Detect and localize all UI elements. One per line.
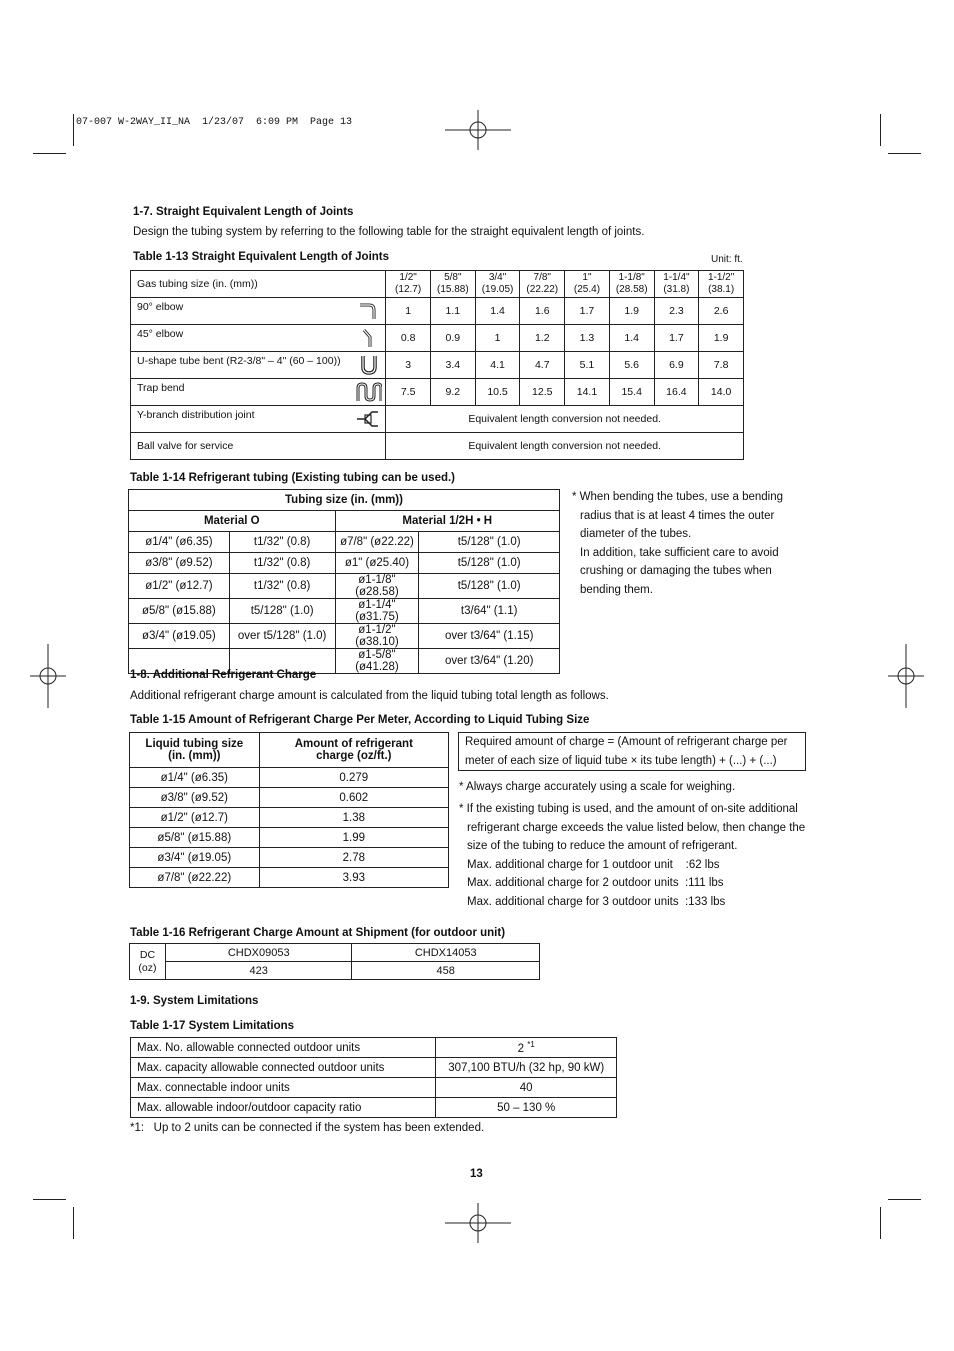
size-header: 1-1/8" (28.58) (609, 271, 654, 298)
table-row: 90° elbow 1 1.1 1.4 1.6 1.7 1.9 2.3 2.6 (131, 298, 744, 325)
size-header: 5/8" (15.88) (430, 271, 475, 298)
registration-target-icon (445, 110, 511, 150)
registration-target-icon (30, 644, 66, 708)
table-equivalent-length (130, 270, 744, 460)
size-header: 3/4" (19.05) (475, 271, 520, 298)
table-row: 45° elbow 0.8 0.9 1 1.2 1.3 1.4 1.7 1.9 (131, 325, 744, 352)
u-bend-icon (356, 355, 382, 375)
table-row: Ball valve for service Equivalent length conversion not needed. (131, 433, 744, 460)
table-charge-per-meter: Liquid tubing size (in. (mm)) Amount of refrigerant charge (oz/ft.) ø1/4" (ø6.35) 0.279 ø3/8" (ø9.52) 0.602 ø1/2" (ø12.7) 1.38 ø5/8" (ø15.88) 1.99 ø3/4" (ø19.05) 2.78 ø7/8" (ø22.22) 3.93 (129, 732, 449, 888)
table-row: ø3/4" (ø19.05) over t5/128" (1.0) ø1-1/2" (ø38.10) over t3/64" (1.15) (129, 624, 560, 649)
table-caption: Table 1-16 Refrigerant Charge Amount at Shipment (for outdoor unit) (130, 927, 506, 939)
table-row: ø1/2" (ø12.7) 1.38 (130, 808, 449, 828)
y-branch-icon (356, 409, 382, 429)
dc-label: DC (oz) (130, 944, 166, 980)
table-row: Y-branch distribution joint Equivalent length conversion not needed. (131, 406, 744, 433)
table-row: Max. No. allowable connected outdoor units 2 $^{*1}$ (131, 1038, 617, 1058)
table-row: ø5/8" (ø15.88) 1.99 (130, 828, 449, 848)
table-charge-at-shipment: DC (oz) CHDX09053 CHDX14053 423 458 (129, 943, 540, 980)
table-row: ø7/8" (ø22.22) 3.93 (130, 868, 449, 888)
table-row: ø1/4" (ø6.35) 0.279 (130, 768, 449, 788)
registration-target-icon (888, 644, 924, 708)
corner-cell: Gas tubing size (in. (mm)) (131, 271, 386, 298)
trap-bend-icon (356, 382, 382, 402)
table-row: ø1/4" (ø6.35) t1/32" (0.8) ø7/8" (ø22.22) t5/128" (1.0) (129, 532, 560, 553)
registration-target-icon (445, 1203, 511, 1243)
bending-note: * When bending the tubes, use a bending radius that is at least 4 times the outer diameter of the tubes. In addition, take sufficient care to avoid crushing or damaging the tubes when bending them. (572, 491, 783, 596)
table-refrigerant-tubing: Tubing size (in. (mm)) Material O Material 1/2H • H ø1/4" (ø6.35) t1/32" (0.8) ø7/8" (ø22.22) t5/128" (1.0) ø3/8" (ø9.52) t1/32" (0.8) ø1" (ø25.40) t5/128" (1.0) ø1/2" (ø12.7) t1/32" (0.8) ø1-1/8" (ø28.58) t5/128" (1.0) ø5/8" (ø15.88) t5/128" (1.0) ø1-1/4" (ø31.75) t3/64" (1.1) ø3/4" (ø19.05) over t5/128" (1.0) ø1-1/2" (ø38.10) over t3/64" (1.15) ø1-5/8" (ø41.28) over t3/64" (1.20) (128, 489, 560, 674)
table-row: ø3/8" (ø9.52) t1/32" (0.8) ø1" (ø25.40) t5/128" (1.0) (129, 553, 560, 574)
existing-tubing-note: * If the existing tubing is used, and the amount of on-site additional refrigerant charge exceeds the value listed below, then change the size of the tubing to reduce the amount of refrigerant. Max. additional charge for 1 outdoor unit :62 lbs Max. additional charge for 2 outdoor units :111 lbs Max. additional charge for 3 outdoor units :133 lbs (459, 803, 806, 908)
table-row: ø3/4" (ø19.05) 2.78 (130, 848, 449, 868)
table-row: Max. connectable indoor units 40 (131, 1078, 617, 1098)
unit-label: Unit: ft. (711, 254, 743, 265)
table-row: 423 458 (130, 962, 540, 980)
size-header: 1-1/4" (31.8) (654, 271, 699, 298)
table-caption: Table 1-13 Straight Equivalent Length of Joints (133, 251, 390, 263)
section-heading: 1-7. Straight Equivalent Length of Joints (133, 206, 354, 218)
elbow-45-icon (356, 328, 382, 348)
charge-note: * Always charge accurately using a scale for weighing. (459, 781, 736, 793)
table-row: Trap bend 7.5 9.2 10.5 12.5 14.1 15.4 16.4 14.0 (131, 379, 744, 406)
table-caption: Table 1-15 Amount of Refrigerant Charge Per Meter, According to Liquid Tubing Size (130, 714, 590, 726)
page-number: 13 (470, 1168, 483, 1180)
table-caption: Table 1-14 Refrigerant tubing (Existing tubing can be used.) (130, 472, 456, 484)
table-row: ø3/8" (ø9.52) 0.602 (130, 788, 449, 808)
formula-box: Required amount of charge = (Amount of refrigerant charge per meter of each size of liquid tube × its tube length) + (...) + (...) (458, 732, 806, 771)
table-row: ø1-5/8" (ø41.28) over t3/64" (1.20) (129, 649, 560, 674)
table-caption: Table 1-17 System Limitations (130, 1020, 295, 1032)
section-intro: Design the tubing system by referring to the following table for the straight equivalent length of joints. (133, 226, 645, 238)
size-header: 1-1/2" (38.1) (699, 271, 744, 298)
table-row: Max. allowable indoor/outdoor capacity ratio 50 – 130 % (131, 1098, 617, 1118)
table-system-limitations (130, 1037, 617, 1118)
size-header: 1" (25.4) (565, 271, 610, 298)
footnote: *1: Up to 2 units can be connected if the system has been extended. (130, 1122, 485, 1134)
section-intro: Additional refrigerant charge amount is calculated from the liquid tubing total length as follows. (130, 690, 609, 702)
table-row: ø1/2" (ø12.7) t1/32" (0.8) ø1-1/8" (ø28.58) t5/128" (1.0) (129, 574, 560, 599)
section-heading: 1-8. Additional Refrigerant Charge (130, 669, 317, 681)
print-header: 07-007 W-2WAY_II_NA 1/23/07 6:09 PM Page 13 (76, 117, 353, 128)
size-header: 1/2" (12.7) (386, 271, 431, 298)
table-row: ø5/8" (ø15.88) t5/128" (1.0) ø1-1/4" (ø31.75) t3/64" (1.1) (129, 599, 560, 624)
table-row: U-shape tube bent (R2-3/8" – 4" (60 – 100)) 3 3.4 4.1 4.7 5.1 5.6 6.9 7.8 (131, 352, 744, 379)
elbow-90-icon (356, 301, 382, 321)
table-row: Max. capacity allowable connected outdoor units 307,100 BTU/h (32 hp, 90 kW) (131, 1058, 617, 1078)
size-header: 7/8" (22.22) (520, 271, 565, 298)
section-heading: 1-9. System Limitations (130, 995, 259, 1007)
